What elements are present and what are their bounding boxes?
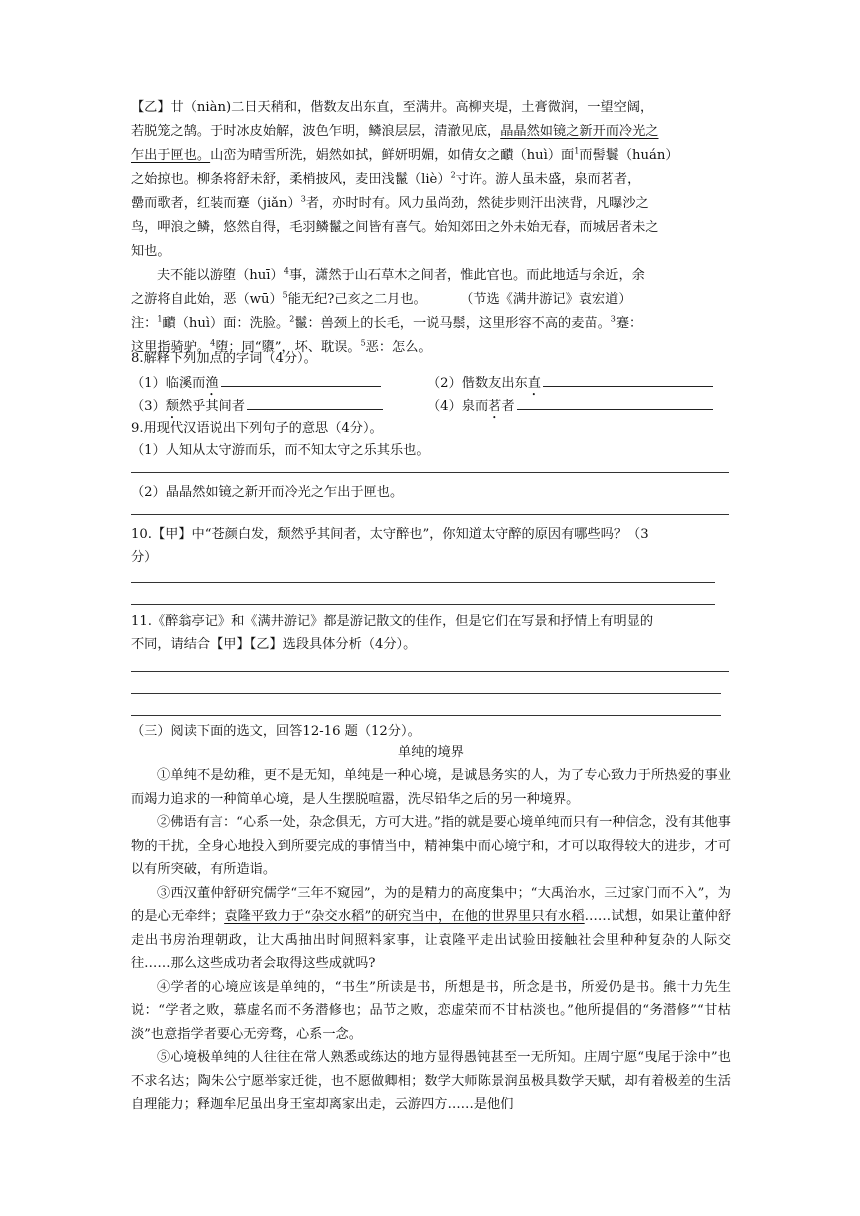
q8-item: （1） 临溪而 渔: [131, 371, 381, 399]
passage-line: 【乙】廿（niàn)二日天稍和，偕数友出东直，至满井。高柳夹堤，土膏微润，一望空阔，: [131, 100, 654, 115]
article-paragraph: ③西汉董仲舒研究儒学“三年不窥园”，为的是精力的高度集中；“大禹治水，三过家门而不入”，为的是心无牵绊；袁隆平致力于“杂交水稻”的研究当中，在他的世界里只有水稻……试想，如果让董仲舒走出书房治理朝政，让大禹抽出时间照料家事，让袁隆平走出试验田接触社会里种种复杂的人际交往……那么这些成功者会取得这些成就吗?: [131, 885, 732, 971]
answer-line[interactable]: [131, 715, 721, 716]
q10-line-1: 10.【甲】中“苍颜白发，颓然乎其间者，太守醉也”，你知道太守醉的原因有哪些吗？（3: [131, 527, 649, 542]
answer-line[interactable]: [131, 582, 715, 583]
answer-line[interactable]: [131, 514, 729, 515]
q8-row-2: [131, 394, 731, 416]
article-paragraph: ④学者的心境应该是单纯的，“书生”所读是书，所想是书，所念是书，所爱仍是书。熊十力先生说：“学者之败，慕虚名而不务潜修也；品节之败，恋虚荣而不甘枯淡也。”他所提倡的“务潜修”“甘枯淡”也意指学者要心无旁骛，心系一念。: [131, 979, 731, 1042]
q8-title: 8.解释下列加点的字词（4分）。: [131, 351, 317, 366]
section-3-heading: （三）阅读下面的选文，回答12-16 题（12分）。: [131, 724, 421, 739]
notes-line: 注：$^1$靧（huì）面：洗脸。$^2$鬣：兽颈上的长毛，一说马鬃，这里形容不高的麦苗。$^3$蹇：: [131, 314, 643, 331]
q8-item: （3） 颓 然乎其间者: [131, 394, 383, 422]
answer-blank[interactable]: [247, 394, 383, 410]
passage-line: 之游将自此始，恶（wū）$^5$能无纪?己亥之二月也。 （节选《满井游记》袁宏道）: [131, 290, 632, 307]
answer-line[interactable]: [131, 693, 721, 694]
answer-blank[interactable]: [543, 371, 713, 387]
q8-item: （2） 偕数友出东 直: [427, 371, 713, 399]
article-paragraph: ①单纯不是幼稚，更不是无知，单纯是一种心境，是诚恳务实的人，为了专心致力于所热爱的事业而竭力追求的一种简单心境，是人生摆脱喧嚣，洗尽铅华之后的另一种境界。: [131, 768, 731, 807]
answer-line[interactable]: [131, 472, 729, 473]
source-citation: （节选《满井游记》袁宏道）: [466, 292, 632, 307]
article-body: [131, 764, 731, 1117]
passage-yi-para2: [131, 264, 731, 360]
passage-line: 夫不能以游堕（huī）$^4$事，潇然于山石草木之间者，惟此官也。而此地适与余近，余: [157, 266, 645, 283]
passage-line: 罍而歌者，红装而蹇（jiǎn）$^3$者，亦时时有。风力虽尚劲，然徒步则汗出浃背，凡曝沙之: [131, 194, 649, 211]
q8-row-1: [131, 371, 731, 393]
answer-blank[interactable]: [517, 394, 713, 410]
q9-title: 9.用现代汉语说出下列句子的意思（4分）。: [131, 421, 383, 436]
answer-line[interactable]: [131, 671, 729, 672]
passage-line: 知也。: [131, 244, 171, 259]
q9-sentence-2: （2）晶晶然如镜之新开而冷光之乍出于匣也。: [131, 485, 404, 500]
passage-line: 之始掠也。柳条将舒未舒，柔梢披风，麦田浅鬣（liè）$^2$寸许。游人虽未盛，泉而茗者，: [131, 170, 641, 187]
article-paragraph: ⑤心境极单纯的人往往在常人熟悉或练达的地方显得愚钝甚至一无所知。庄周宁愿“曳尾于涂中”也不求名达；陶朱公宁愿举家迁徙，也不愿做卿相；数学大师陈景润虽极具数学天赋，却有着极差的生活自理能力；释迦牟尼虽出身王室却离家出走，云游四方……是他们: [131, 1050, 731, 1112]
passage-line: 鸟，呷浪之鳞，悠然自得，毛羽鳞鬣之间皆有喜气。始知郊田之外未始无春，而城居者未之: [131, 220, 659, 235]
article-paragraph: ②佛语有言：“心系一处，杂念俱无，方可大进。”指的就是要心境单纯而只有一种信念，没有其他事物的干扰，全身心地投入到所要完成的事情当中，精神集中而心境宁和，才可以取得较大的进步，才可以有所突破，有所造诣。: [131, 815, 731, 877]
answer-blank[interactable]: [221, 371, 381, 387]
passage-yi: [131, 96, 731, 264]
q8-item: （4） 泉而 茗 者: [427, 394, 713, 422]
article-title: 单纯的境界: [398, 745, 464, 760]
q11-line-1: 11.《醉翁亭记》和《满井游记》都是游记散文的佳作，但是它们在写景和抒情上有明显的: [131, 614, 654, 629]
passage-line: 乍出于匣也。山峦为晴雪所洗，娟然如拭，鲜妍明媚，如倩女之靧（huì）面$^1$而髻鬟（huán）: [131, 146, 679, 163]
passage-line: 若脱笼之鹄。于时冰皮始解，波色乍明，鳞浪层层，清澈见底，晶晶然如镜之新开而冷光之: [131, 124, 659, 139]
q10-line-2: 分）: [131, 550, 158, 565]
answer-line[interactable]: [131, 604, 715, 605]
notes-line: 这里指骑驴。$^4$堕：同“隳”，坏、耽误。$^5$恶：怎么。: [131, 338, 432, 355]
q9-sentence-1: （1）人知从太守游而乐，而不知太守之乐其乐也。: [131, 443, 430, 458]
q11-line-2: 不同，请结合【甲】【乙】选段具体分析（4分）。: [131, 637, 417, 652]
